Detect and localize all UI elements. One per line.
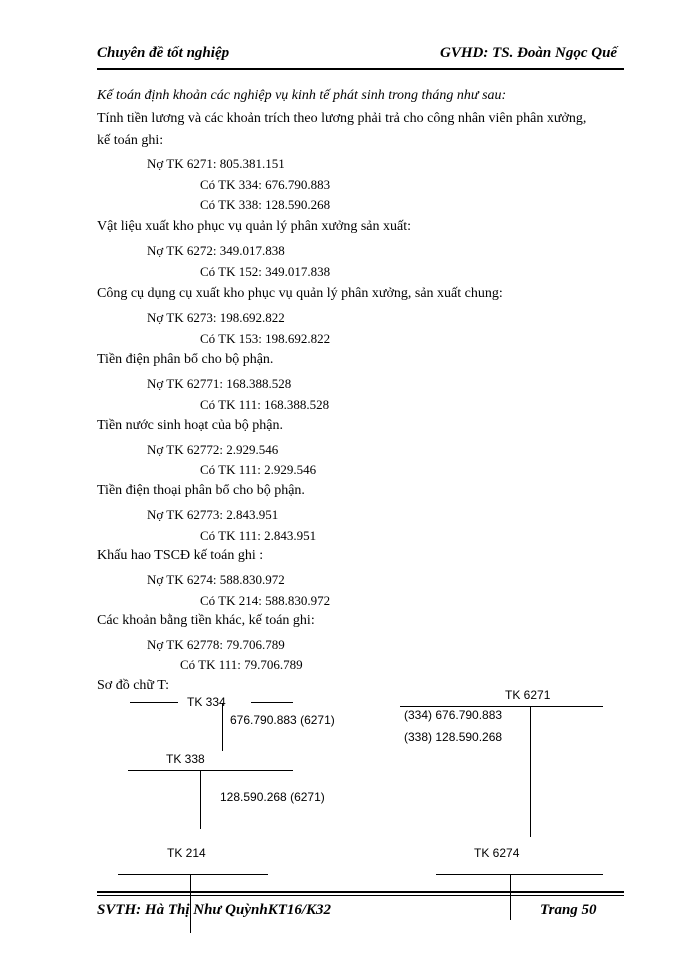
footer-rule: [97, 891, 624, 893]
diagram-title: Sơ đồ chữ T:: [97, 678, 169, 693]
paragraph-salary: Tính tiền lương và các khoản trích theo lương phải trả cho công nhân viên phân xưởng,: [97, 111, 587, 126]
t-account-title: TK 334: [187, 695, 226, 709]
entry-credit: Có TK 338: 128.590.268: [200, 197, 331, 212]
t-account-credit-entry: 676.790.883 (6271): [230, 713, 335, 727]
t-account-credit-entry: 128.590.268 (6271): [220, 790, 325, 804]
t-account-debit-entry: (334) 676.790.883: [404, 708, 503, 722]
paragraph-salary-cont: kế toán ghi:: [97, 133, 164, 148]
paragraph-depreciation: Khấu hao TSCĐ kế toán ghi :: [97, 548, 264, 563]
entry-debit: Nợ TK 6271: 805.381.151: [147, 156, 285, 171]
footer-page-number: Trang 50: [540, 902, 597, 918]
entry-debit: Nợ TK 62772: 2.929.546: [147, 442, 279, 457]
entry-debit: Nợ TK 62771: 168.388.528: [147, 376, 292, 391]
entry-debit: Nợ TK 6272: 349.017.838: [147, 243, 285, 258]
paragraph-materials: Vật liệu xuất kho phục vụ quản lý phân xưởng sản xuất:: [97, 219, 411, 234]
entry-debit: Nợ TK 6273: 198.692.822: [147, 310, 285, 325]
t-account-title: TK 6274: [474, 846, 520, 860]
entry-credit: Có TK 153: 198.692.822: [200, 331, 331, 346]
paragraph-other-cash: Các khoản bằng tiền khác, kế toán ghi:: [97, 613, 315, 628]
entry-credit: Có TK 152: 349.017.838: [200, 264, 331, 279]
entry-debit: Nợ TK 62778: 79.706.789: [147, 637, 285, 652]
paragraph-telephone: Tiền điện thoại phân bổ cho bộ phận.: [97, 483, 305, 498]
header-left: Chuyên đề tốt nghiệp: [97, 45, 230, 61]
entry-credit: Có TK 214: 588.830.972: [200, 593, 331, 608]
entry-credit: Có TK 111: 168.388.528: [200, 397, 330, 412]
header-rule: [97, 68, 624, 70]
header-right: GVHD: TS. Đoàn Ngọc Quế: [440, 45, 618, 61]
t-account-title: TK 6271: [505, 688, 551, 702]
paragraph-water: Tiền nước sinh hoạt của bộ phận.: [97, 418, 283, 433]
paragraph-electricity: Tiền điện phân bổ cho bộ phận.: [97, 352, 274, 367]
paragraph-tools: Công cụ dụng cụ xuất kho phục vụ quản lý phân xưởng, sản xuất chung:: [97, 286, 503, 301]
entry-debit: Nợ TK 62773: 2.843.951: [147, 507, 279, 522]
footer-student: SVTH: Hà Thị Như QuỳnhKT16/K32: [97, 902, 332, 918]
t-account-title: TK 214: [167, 846, 206, 860]
entry-credit: Có TK 334: 676.790.883: [200, 177, 331, 192]
entry-debit: Nợ TK 6274: 588.830.972: [147, 572, 285, 587]
t-account-title: TK 338: [166, 752, 205, 766]
t-account-debit-entry: (338) 128.590.268: [404, 730, 503, 744]
entry-credit: Có TK 111: 2.843.951: [200, 528, 317, 543]
entry-credit: Có TK 111: 2.929.546: [200, 462, 317, 477]
entry-credit: Có TK 111: 79.706.789: [180, 657, 303, 672]
intro-text: Kế toán định khoản các nghiệp vụ kinh tế phát sinh trong tháng như sau:: [97, 88, 507, 103]
